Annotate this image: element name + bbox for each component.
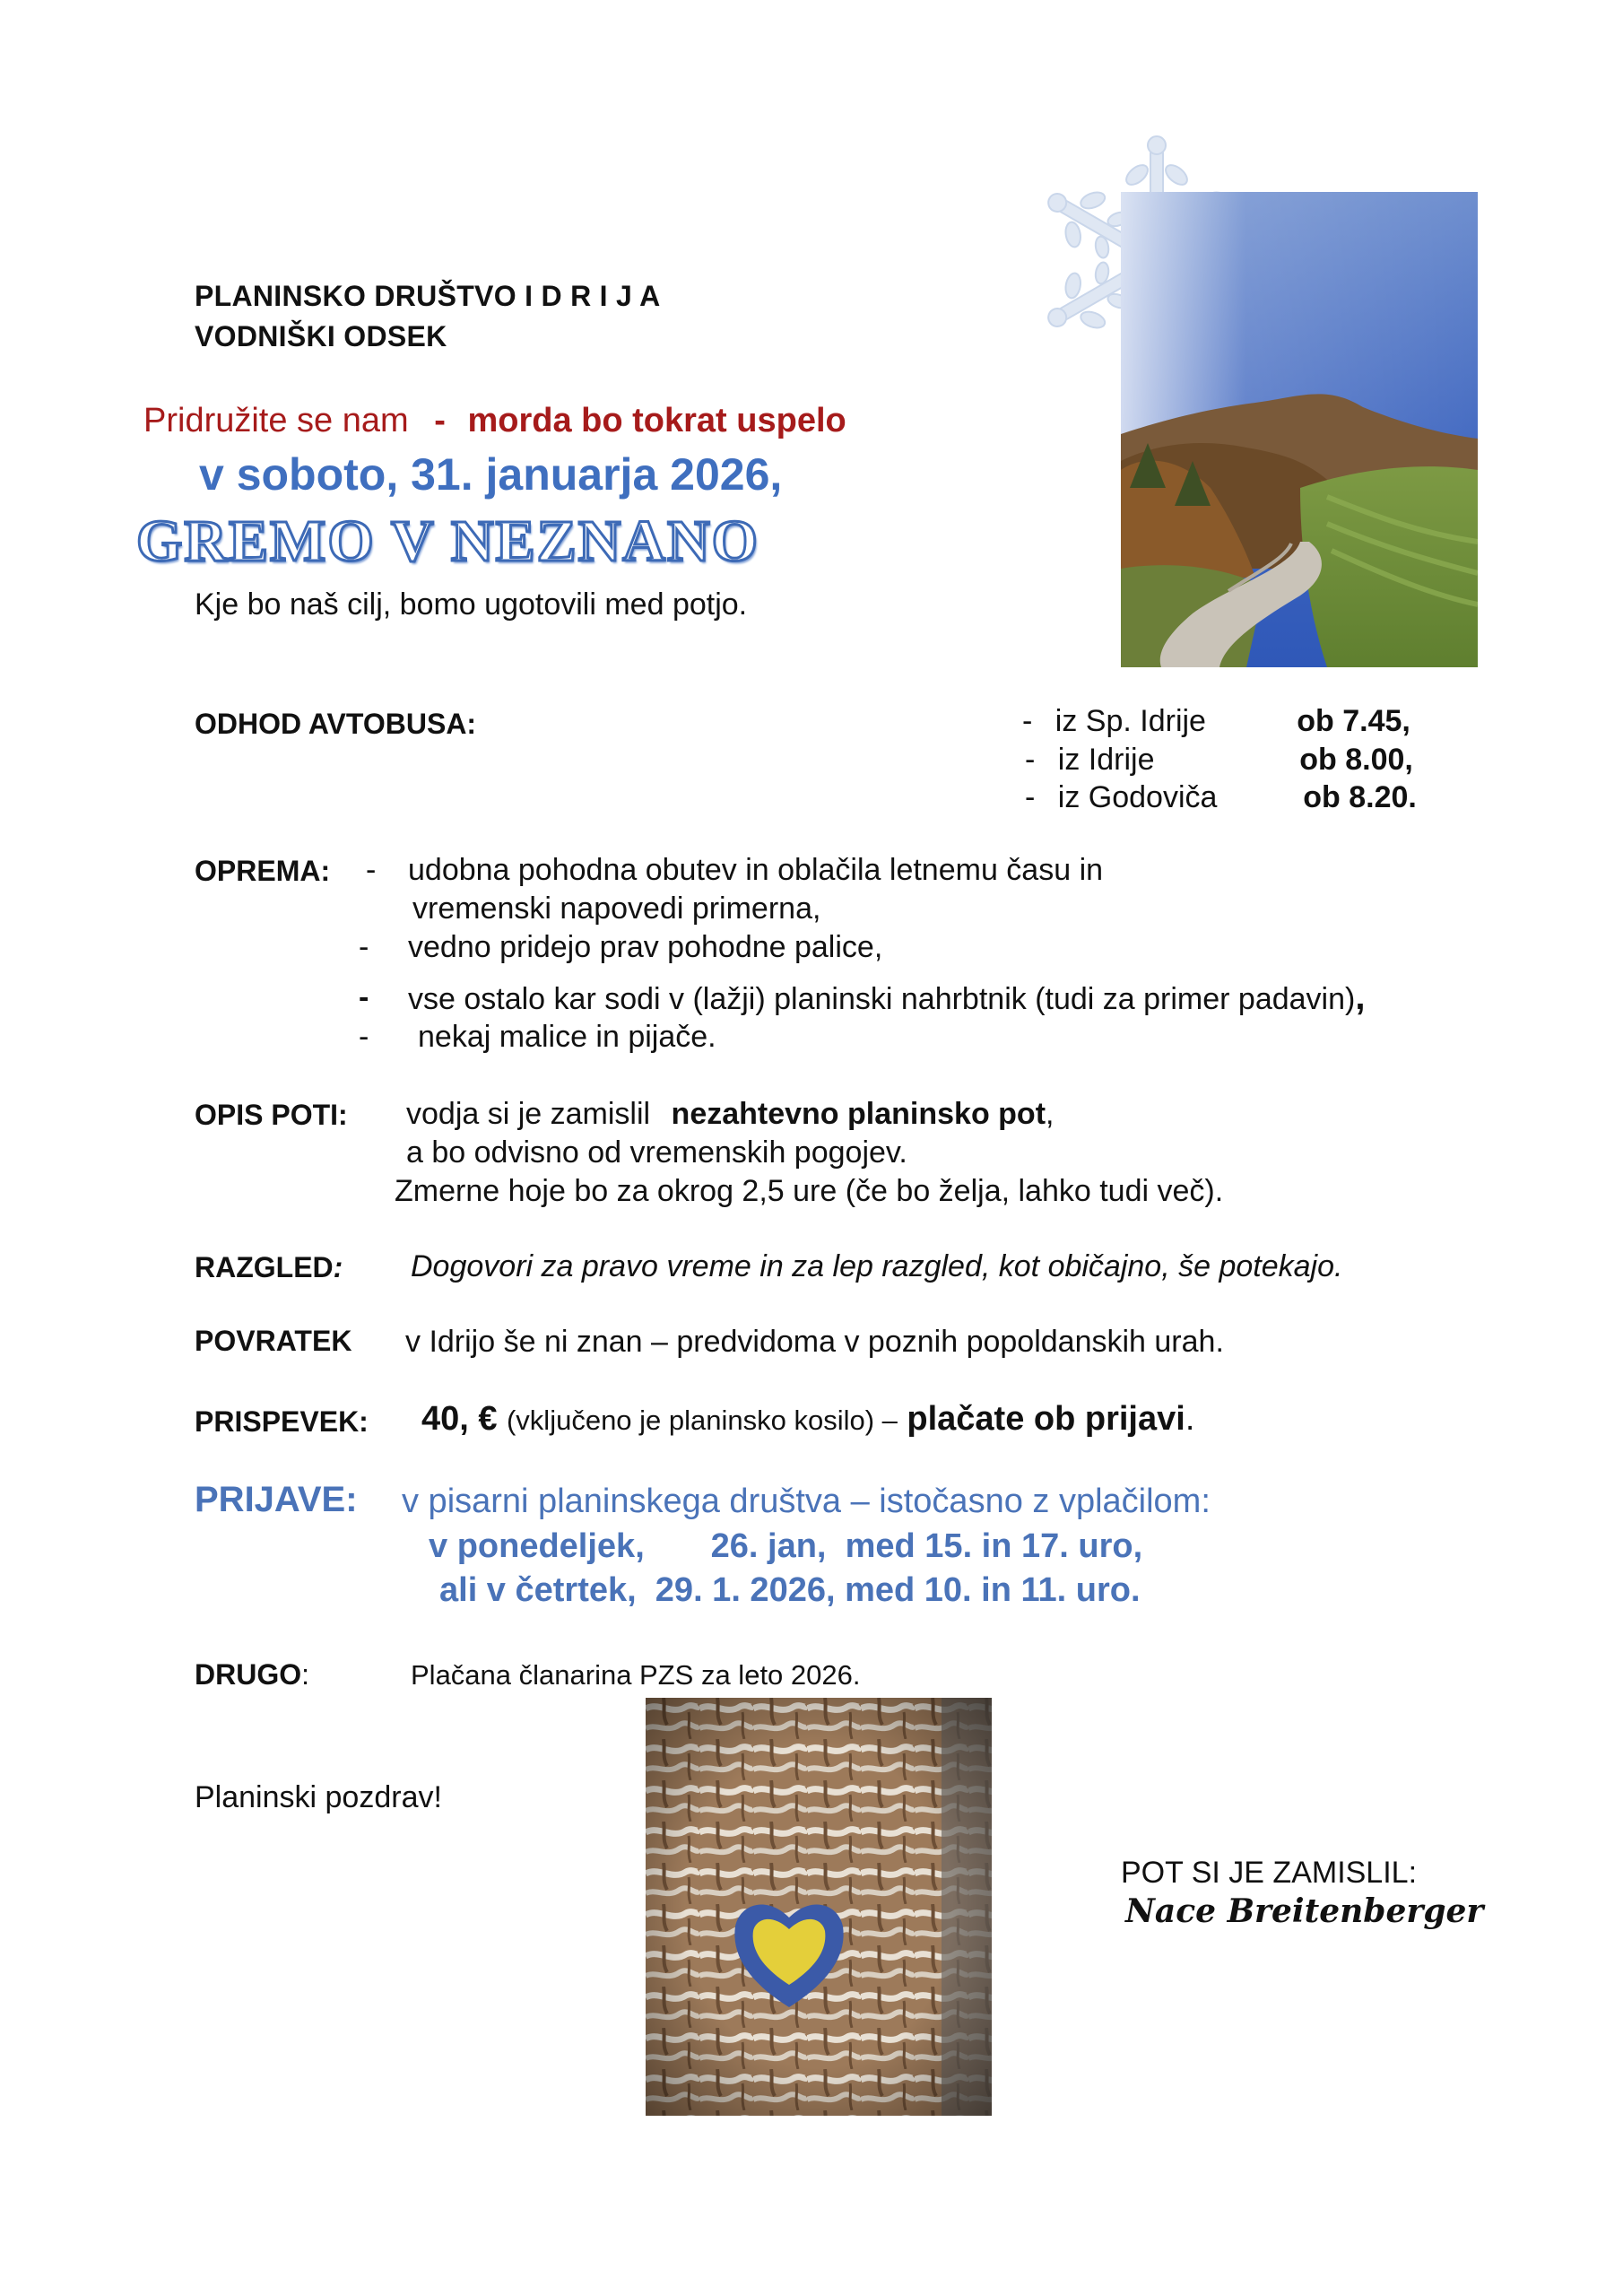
view-text: Dogovori za pravo vreme in za lep razgled, kot običajno, še potekajo.: [411, 1249, 1343, 1283]
equipment-label: OPREMA:: [195, 855, 331, 887]
departure-time: ob 7.45,: [1297, 704, 1410, 738]
route-line: a bo odvisno od vremenskih pogojev.: [406, 1135, 907, 1170]
tree-bark-heart-trail-marker-photo: [646, 1698, 992, 2116]
equipment-item: nekaj malice in pijače.: [418, 1020, 716, 1054]
return-label: POVRATEK: [195, 1325, 352, 1357]
signup-date-thursday: ali v četrtek, 29. 1. 2026, med 10. in 11. uro.: [439, 1571, 1141, 1609]
view-label-group: [195, 1248, 343, 1286]
other-label-group: [195, 1656, 309, 1693]
equipment-item: [408, 978, 1365, 1019]
equipment-item-text: vse ostalo kar sodi v (lažji) planinski nahrbtnik (tudi za primer padavin): [408, 982, 1356, 1016]
equipment-item: vedno pridejo prav pohodne palice,: [408, 930, 883, 964]
invitation-highlight: morda bo tokrat uspelo: [467, 402, 846, 439]
invitation-dash: -: [434, 402, 446, 439]
author-label: POT SI JE ZAMISLIL:: [1121, 1856, 1418, 1890]
other-text: Plačana članarina PZS za leto 2026.: [411, 1659, 861, 1691]
organization-section: VODNIŠKI ODSEK: [195, 320, 447, 352]
invitation-text: Pridružite se nam: [143, 402, 409, 439]
signup-label: PRIJAVE:: [195, 1480, 358, 1519]
equipment-dash: -: [359, 980, 369, 1014]
route-label: OPIS POTI:: [195, 1099, 348, 1131]
departure-row: [1025, 778, 1417, 817]
autumn-mountain-path-photo: [1121, 192, 1478, 667]
signup-date-monday: v ponedeljek, 26. jan, med 15. in 17. uro,: [429, 1527, 1143, 1565]
event-date: v soboto, 31. januarja 2026,: [199, 449, 783, 500]
departure-place: iz Sp. Idrije: [1055, 704, 1206, 738]
route-line: Zmerne hoje bo za okrog 2,5 ure (če bo želja, lahko tudi več).: [395, 1174, 1224, 1208]
signup-location: v pisarni planinskega društva – istočasno z vplačilom:: [402, 1483, 1211, 1520]
departure-place: iz Idrije: [1057, 743, 1155, 777]
equipment-dash: -: [366, 853, 377, 887]
fee-note: (vključeno je planinsko kosilo) –: [506, 1405, 898, 1436]
departure-dash: -: [1022, 704, 1033, 738]
fee-payment: plačate ob prijavi: [907, 1400, 1185, 1438]
route-text: vodja si je zamislil: [406, 1097, 651, 1131]
other-label: DRUGO: [195, 1658, 302, 1691]
departure-label: ODHOD AVTOBUSA:: [195, 708, 477, 740]
equipment-item-continued: vremenski napovedi primerna,: [412, 891, 821, 926]
departure-time: ob 8.20.: [1303, 780, 1417, 814]
route-comma: ,: [1046, 1097, 1055, 1131]
event-title: GREMO V NEZNANO: [136, 509, 759, 574]
departure-place: iz Godoviča: [1057, 780, 1218, 814]
equipment-dash: -: [359, 1020, 369, 1054]
fee-period: .: [1185, 1400, 1195, 1438]
departure-row: [1025, 740, 1413, 779]
departure-dash: -: [1025, 743, 1036, 777]
closing-greeting: Planinski pozdrav!: [195, 1780, 442, 1814]
organization-name: PLANINSKO DRUŠTVO I D R I J A: [195, 280, 661, 312]
fee-amount: 40, €: [421, 1400, 498, 1438]
view-label: RAZGLED: [195, 1251, 334, 1283]
route-difficulty: nezahtevno planinsko pot: [671, 1097, 1046, 1131]
other-colon: :: [301, 1658, 309, 1691]
fee-label: PRISPEVEK:: [195, 1405, 369, 1438]
author-signature: Nace Breitenberger: [1125, 1892, 1484, 1930]
departure-row: [1022, 701, 1410, 741]
equipment-item-comma: ,: [1355, 978, 1366, 1017]
departure-dash: -: [1025, 780, 1036, 814]
route-line: [406, 1094, 1054, 1134]
departure-time: ob 8.00,: [1299, 743, 1413, 777]
view-colon: :: [333, 1251, 343, 1283]
equipment-dash: -: [359, 930, 369, 964]
equipment-item: udobna pohodna obutev in oblačila letnemu času in: [408, 853, 1104, 887]
return-text: v Idrijo še ni znan – predvidoma v poznih popoldanskih urah.: [405, 1325, 1224, 1359]
event-subtitle: Kje bo naš cilj, bomo ugotovili med potjo.: [195, 587, 748, 622]
invitation-line: [143, 402, 846, 440]
fee-line: [421, 1396, 1194, 1449]
